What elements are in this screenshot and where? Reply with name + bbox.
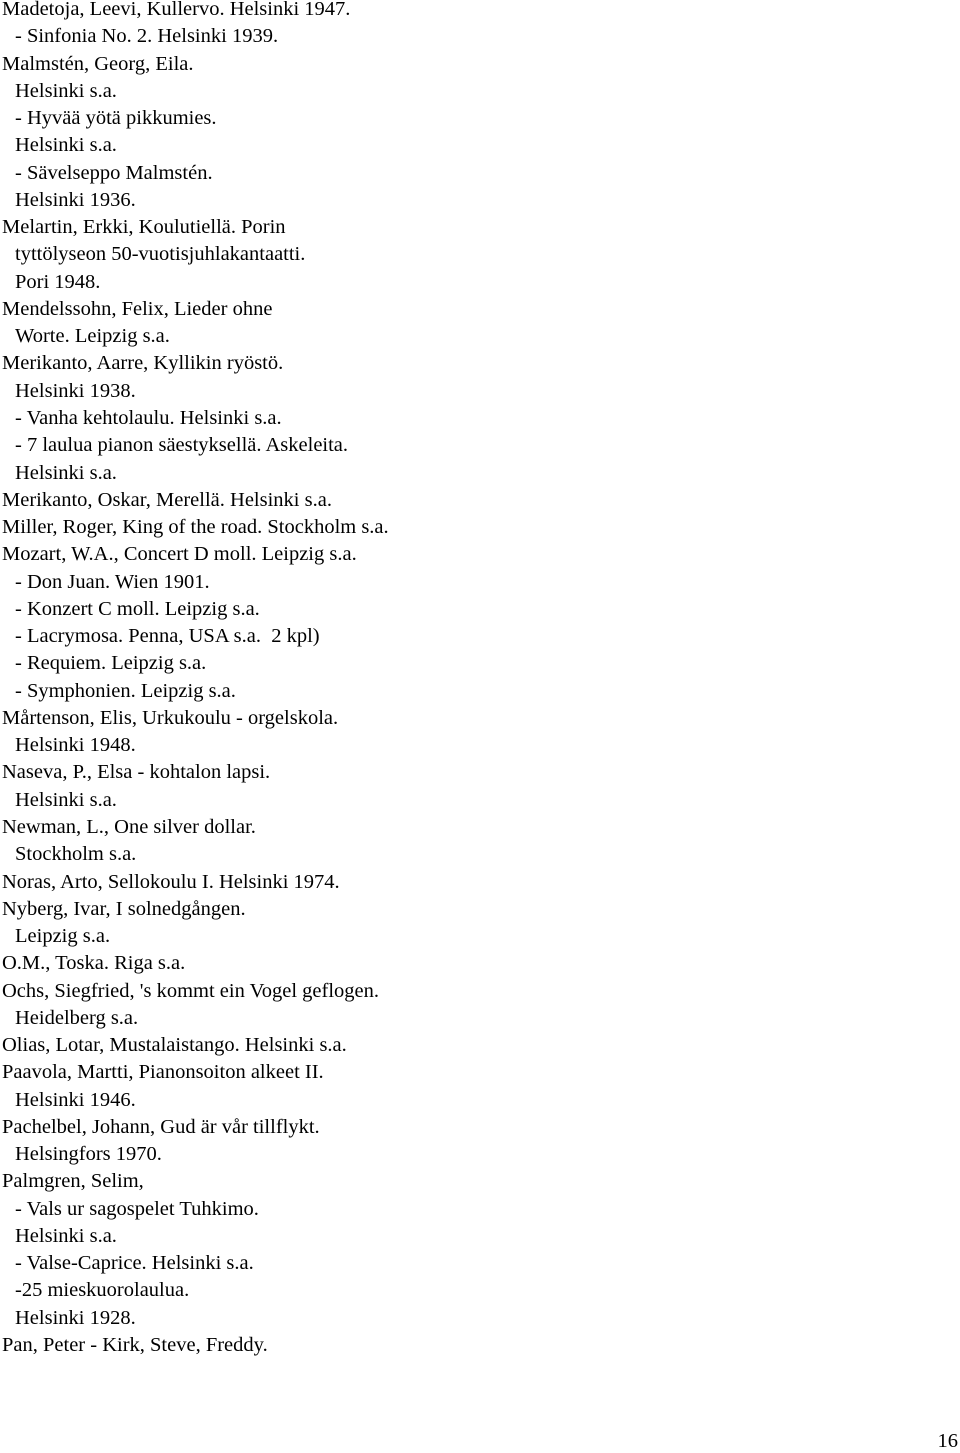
catalog-subline: tyttölyseon 50-vuotisjuhlakantaatti. <box>15 243 306 266</box>
catalog-subline: - Don Juan. Wien 1901. <box>15 570 210 593</box>
catalog-subline: - Vanha kehtolaulu. Helsinki s.a. <box>15 406 282 429</box>
catalog-entry: Mendelssohn, Felix, Lieder ohne <box>2 297 273 320</box>
catalog-subline: - Sinfonia No. 2. Helsinki 1939. <box>15 25 279 48</box>
catalog-entry: Noras, Arto, Sellokoulu I. Helsinki 1974. <box>2 870 340 893</box>
catalog-entry: Melartin, Erkki, Koulutiellä. Porin <box>2 216 286 239</box>
catalog-entry: Miller, Roger, King of the road. Stockholm s.a. <box>2 516 389 539</box>
catalog-entry: Madetoja, Leevi, Kullervo. Helsinki 1947. <box>2 0 351 20</box>
catalog-entry: Merikanto, Aarre, Kyllikin ryöstö. <box>2 352 284 375</box>
catalog-subline: - Sävelseppo Malmstén. <box>15 161 213 184</box>
catalog-entry: O.M., Toska. Riga s.a. <box>2 952 186 975</box>
catalog-subline: Helsinki s.a. <box>15 461 117 484</box>
catalog-entry: Naseva, P., Elsa - kohtalon lapsi. <box>2 761 271 784</box>
catalog-entry: Mårtenson, Elis, Urkukoulu - orgelskola. <box>2 706 339 729</box>
page-number: 16 <box>937 1430 958 1452</box>
catalog-entry: Mozart, W.A., Concert D moll. Leipzig s.a. <box>2 543 357 566</box>
catalog-subline: Helsinki 1946. <box>15 1088 136 1111</box>
catalog-subline: Helsingfors 1970. <box>15 1143 162 1166</box>
catalog-subline: - Valse-Caprice. Helsinki s.a. <box>15 1252 254 1275</box>
catalog-subline: Heidelberg s.a. <box>15 1006 139 1029</box>
catalog-entry: Ochs, Siegfried, 's kommt ein Vogel geflogen. <box>2 979 380 1002</box>
catalog-entry: Malmstén, Georg, Eila. <box>2 52 194 75</box>
catalog-entry: Pachelbel, Johann, Gud är vår tillflykt. <box>2 1115 320 1138</box>
catalog-subline: Helsinki 1928. <box>15 1306 136 1329</box>
catalog-subline: - 7 laulua pianon säestyksellä. Askeleita. <box>15 434 349 457</box>
catalog-subline: Helsinki s.a. <box>15 1224 117 1247</box>
catalog-subline: - Lacrymosa. Penna, USA s.a. 2 kpl) <box>15 625 320 648</box>
catalog-subline: Helsinki s.a. <box>15 788 117 811</box>
catalog-subline: Helsinki s.a. <box>15 134 117 157</box>
catalog-entry: Paavola, Martti, Pianonsoiton alkeet II. <box>2 1061 324 1084</box>
catalog-entry: Merikanto, Oskar, Merellä. Helsinki s.a. <box>2 488 332 511</box>
catalog-subline: Helsinki 1936. <box>15 188 136 211</box>
catalog-entry: Nyberg, Ivar, I solnedgången. <box>2 897 246 920</box>
catalog-subline: - Requiem. Leipzig s.a. <box>15 652 207 675</box>
catalog-subline: - Konzert C moll. Leipzig s.a. <box>15 597 260 620</box>
catalog-subline: Helsinki s.a. <box>15 79 117 102</box>
catalog-entry: Olias, Lotar, Mustalaistango. Helsinki s.a. <box>2 1034 347 1057</box>
catalog-entry: Pan, Peter - Kirk, Steve, Freddy. <box>2 1334 268 1357</box>
catalog-subline: - Symphonien. Leipzig s.a. <box>15 679 236 702</box>
catalog-entry: Palmgren, Selim, <box>2 1170 144 1193</box>
catalog-subline: -25 mieskuorolaulua. <box>15 1279 190 1302</box>
catalog-subline: Stockholm s.a. <box>15 843 137 866</box>
catalog-list <box>2 0 902 1359</box>
catalog-subline: Helsinki 1938. <box>15 379 136 402</box>
catalog-subline: Worte. Leipzig s.a. <box>15 325 170 348</box>
catalog-subline: Pori 1948. <box>15 270 101 293</box>
catalog-subline: Leipzig s.a. <box>15 925 111 948</box>
catalog-subline: - Vals ur sagospelet Tuhkimo. <box>15 1197 259 1220</box>
catalog-subline: Helsinki 1948. <box>15 734 136 757</box>
catalog-subline: - Hyvää yötä pikkumies. <box>15 107 217 130</box>
catalog-entry: Newman, L., One silver dollar. <box>2 815 256 838</box>
